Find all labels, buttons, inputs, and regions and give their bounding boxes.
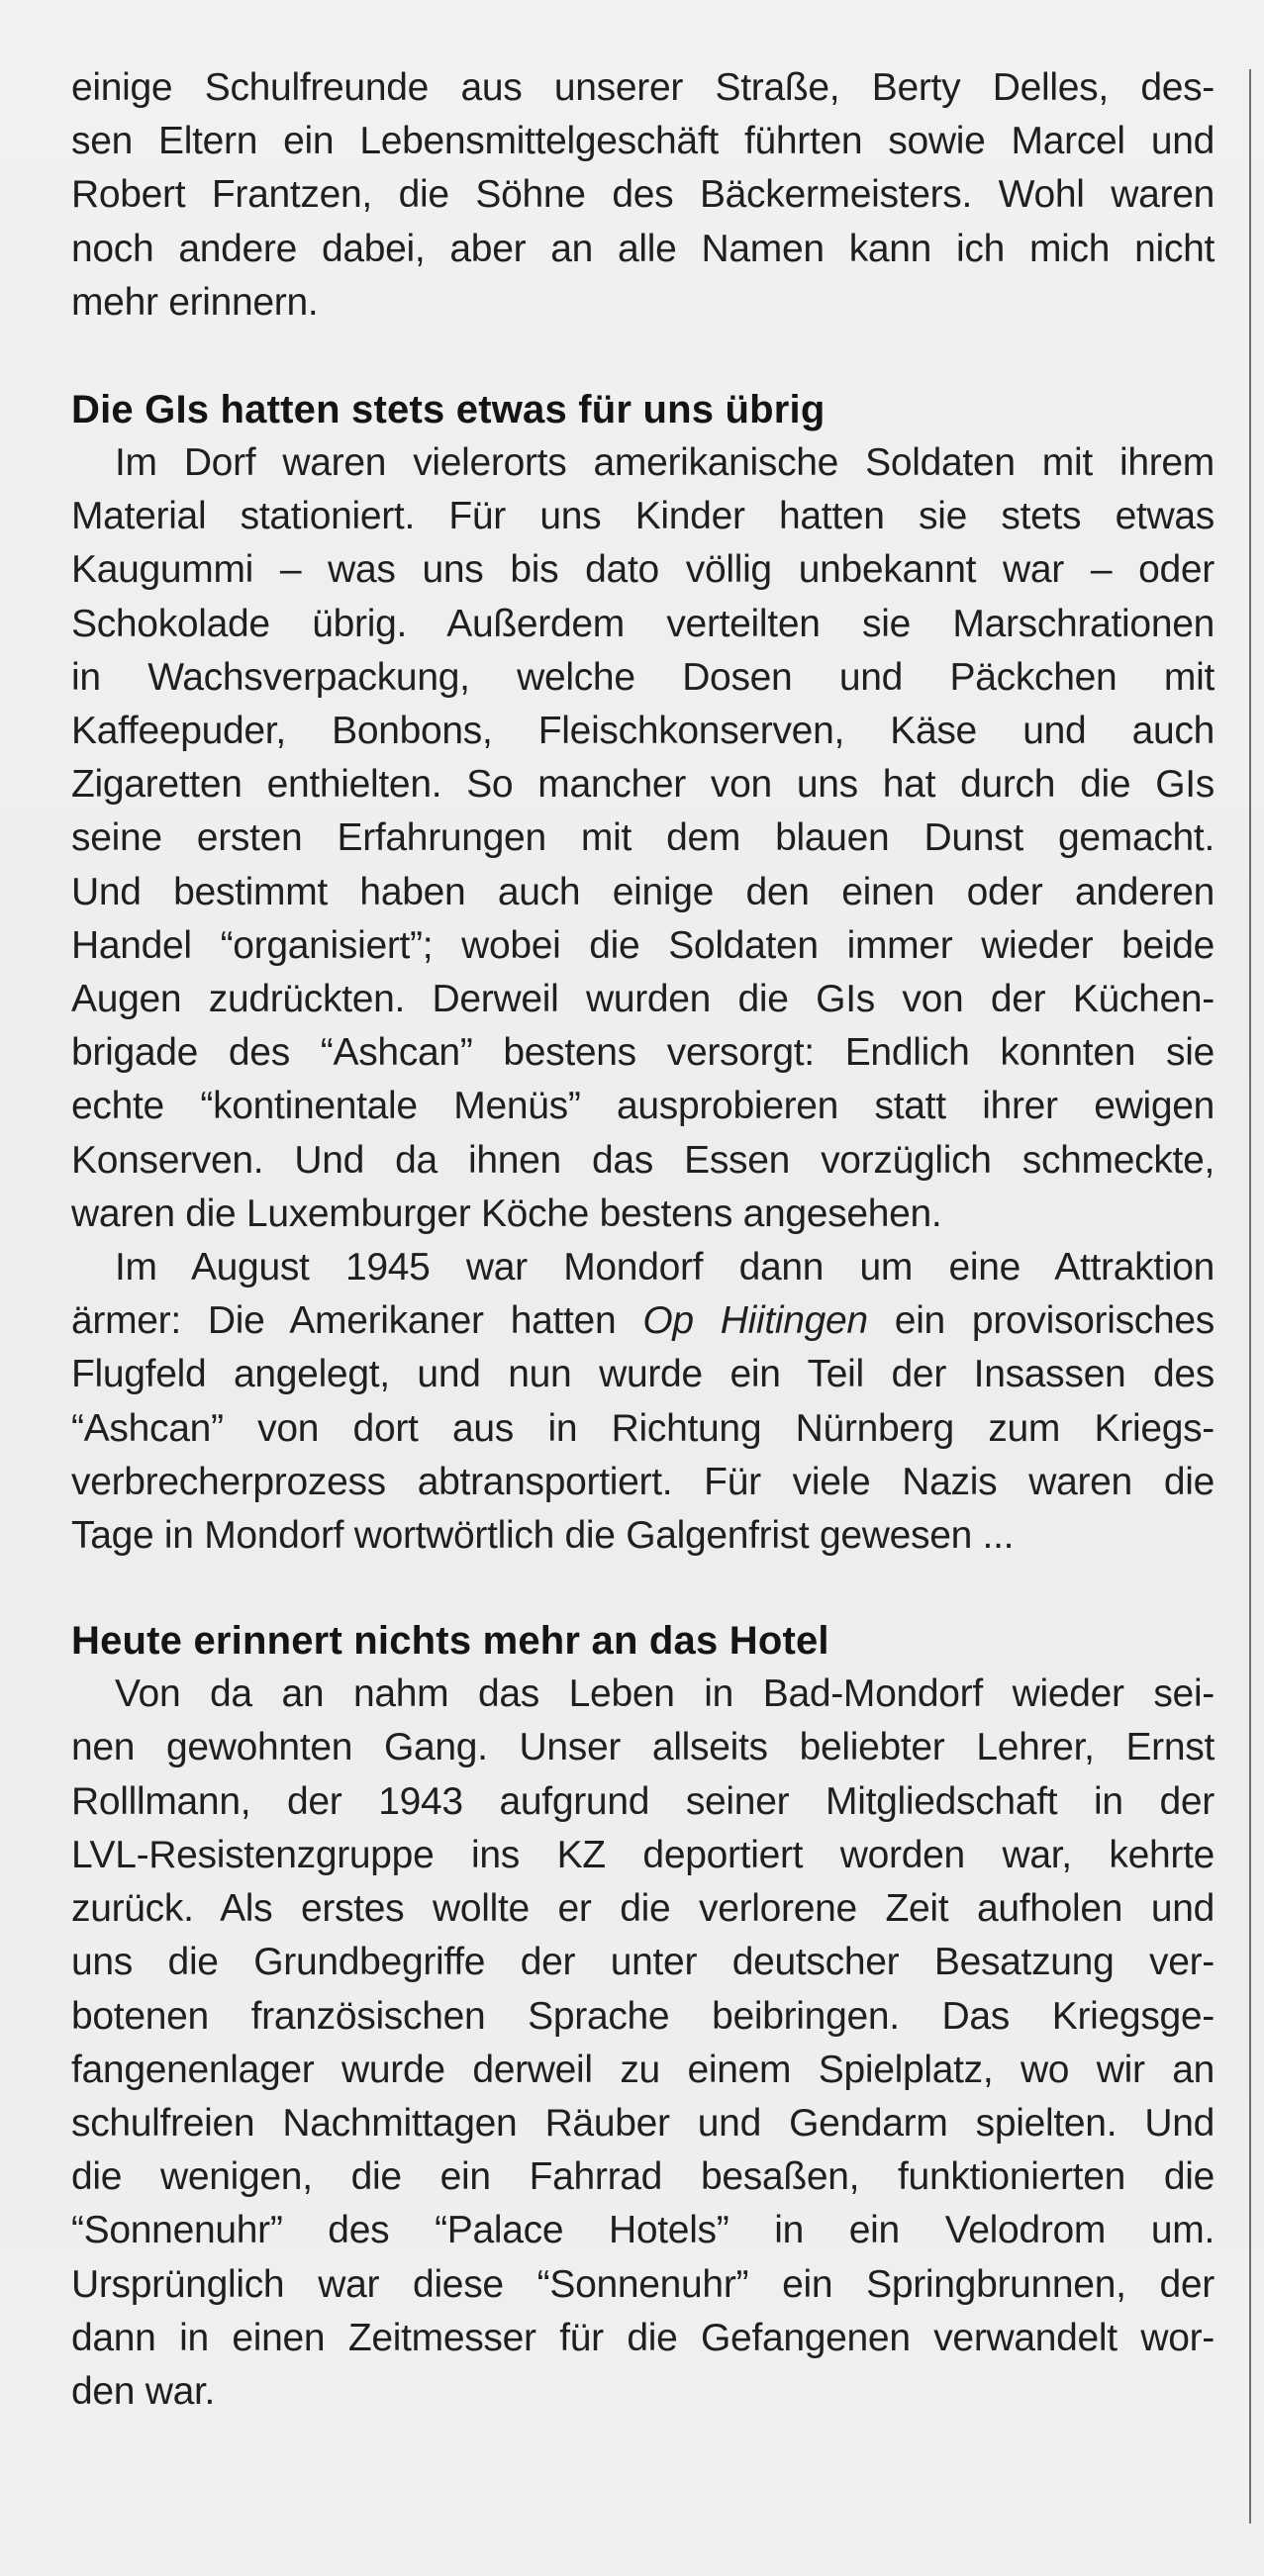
section-heading-gis: Die GIs hatten stets etwas für uns übrig: [71, 388, 826, 432]
text-segment: ärmer: Die Amerikaner hatten: [71, 1299, 643, 1343]
section-heading-hotel: Heute erinnert nichts mehr an das Hotel: [71, 1619, 829, 1664]
text-line: Konserven. Und da ihnen das Essen vorzüglich schmeckte,: [71, 1138, 1215, 1182]
intro-paragraph: [71, 61, 1215, 330]
section-spacer: [71, 330, 1215, 383]
text-line: mehr erinnern.: [71, 280, 319, 324]
place-name-italic: Op Hiitingen: [642, 1299, 868, 1343]
text-line: “Ashcan” von dort aus in Richtung Nürnberg zum Kriegs-: [71, 1406, 1215, 1450]
text-line: schulfreien Nachmittagen Räuber und Gendarm spielten. Und: [71, 2101, 1215, 2145]
text-line: Zigaretten enthielten. So mancher von uns hat durch die GIs: [71, 763, 1215, 807]
text-line: “Sonnenuhr” des “Palace Hotels” in ein Velodrom um.: [71, 2209, 1215, 2252]
article-body: [71, 61, 1215, 2419]
text-line: sen Eltern ein Lebensmittelgeschäft führten sowie Marcel und: [71, 120, 1215, 163]
text-line: nen gewohnten Gang. Unser allseits beliebter Lehrer, Ernst: [71, 1726, 1215, 1769]
text-line: einige Schulfreunde aus unserer Straße, Berty Delles, des-: [71, 66, 1215, 109]
text-line: noch andere dabei, aber an alle Namen kann ich mich nicht: [71, 227, 1215, 270]
text-line: Kaffeepuder, Bonbons, Fleischkonserven, Käse und auch: [71, 710, 1215, 753]
section2-paragraph: [71, 1668, 1215, 2419]
text-line: in Wachsverpackung, welche Dosen und Päckchen mit: [71, 655, 1215, 699]
text-line: Rolllmann, der 1943 aufgrund seiner Mitgliedschaft in der: [71, 1779, 1215, 1823]
text-line: Handel “organisiert”; wobei die Soldaten immer wieder beide: [71, 923, 1215, 967]
text-line: seine ersten Erfahrungen mit dem blauen Dunst gemacht.: [71, 816, 1215, 860]
text-line: Und bestimmt haben auch einige den einen oder anderen: [71, 870, 1215, 913]
text-line: Kaugummi – was uns bis dato völlig unbekannt war – oder: [71, 548, 1215, 592]
text-line: verbrecherprozess abtransportiert. Für viele Nazis waren die: [71, 1460, 1215, 1503]
text-line: Ursprünglich war diese “Sonnenuhr” ein Springbrunnen, der: [71, 2262, 1215, 2306]
text-line: Flugfeld angelegt, und nun wurde ein Teil der Insassen des: [71, 1353, 1215, 1396]
text-line: Im Dorf waren vielerorts amerikanische Soldaten mit ihrem: [115, 441, 1215, 485]
text-line: Von da an nahm das Leben in Bad-Mondorf wieder sei-: [115, 1672, 1215, 1716]
text-line: fangenenlager wurde derweil zu einem Spielplatz, wo wir an: [71, 2048, 1215, 2091]
text-line: den war.: [71, 2369, 216, 2413]
section1-paragraph-1: [71, 436, 1215, 1241]
text-line: dann in einen Zeitmesser für die Gefangenen verwandelt wor-: [71, 2316, 1215, 2359]
text-line-with-place-name: [71, 1294, 1215, 1348]
text-line: Augen zudrückten. Derweil wurden die GIs von der Küchen-: [71, 978, 1215, 1021]
text-line: echte “kontinentale Menüs” ausprobieren statt ihrer ewigen: [71, 1085, 1215, 1128]
text-line: botenen französischen Sprache beibringen. Das Kriegsge-: [71, 1994, 1215, 2038]
text-line: Material stationiert. Für uns Kinder hatten sie stets etwas: [71, 495, 1215, 538]
text-line: zurück. Als erstes wollte er die verlorene Zeit aufholen und: [71, 1887, 1215, 1931]
section-spacer: [71, 1563, 1215, 1614]
text-line: uns die Grundbegriffe der unter deutscher Besatzung ver-: [71, 1941, 1215, 1984]
text-line: die wenigen, die ein Fahrrad besaßen, funktionierten die: [71, 2155, 1215, 2199]
text-line: waren die Luxemburger Köche bestens angesehen.: [71, 1192, 942, 1235]
section1-paragraph-2: [71, 1241, 1215, 1563]
text-line: Robert Frantzen, die Söhne des Bäckermeisters. Wohl waren: [71, 173, 1215, 217]
text-line: LVL-Resistenzgruppe ins KZ deportiert worden war, kehrte: [71, 1833, 1215, 1876]
column-rule: [1249, 69, 1251, 2524]
text-segment: ein provisorisches: [867, 1299, 1215, 1343]
text-line: Tage in Mondorf wortwörtlich die Galgenfrist gewesen ...: [71, 1514, 1015, 1558]
text-line: Im August 1945 war Mondorf dann um eine Attraktion: [115, 1246, 1215, 1289]
text-line: brigade des “Ashcan” bestens versorgt: Endlich konnten sie: [71, 1031, 1215, 1075]
text-line: Schokolade übrig. Außerdem verteilten sie Marschrationen: [71, 602, 1215, 645]
